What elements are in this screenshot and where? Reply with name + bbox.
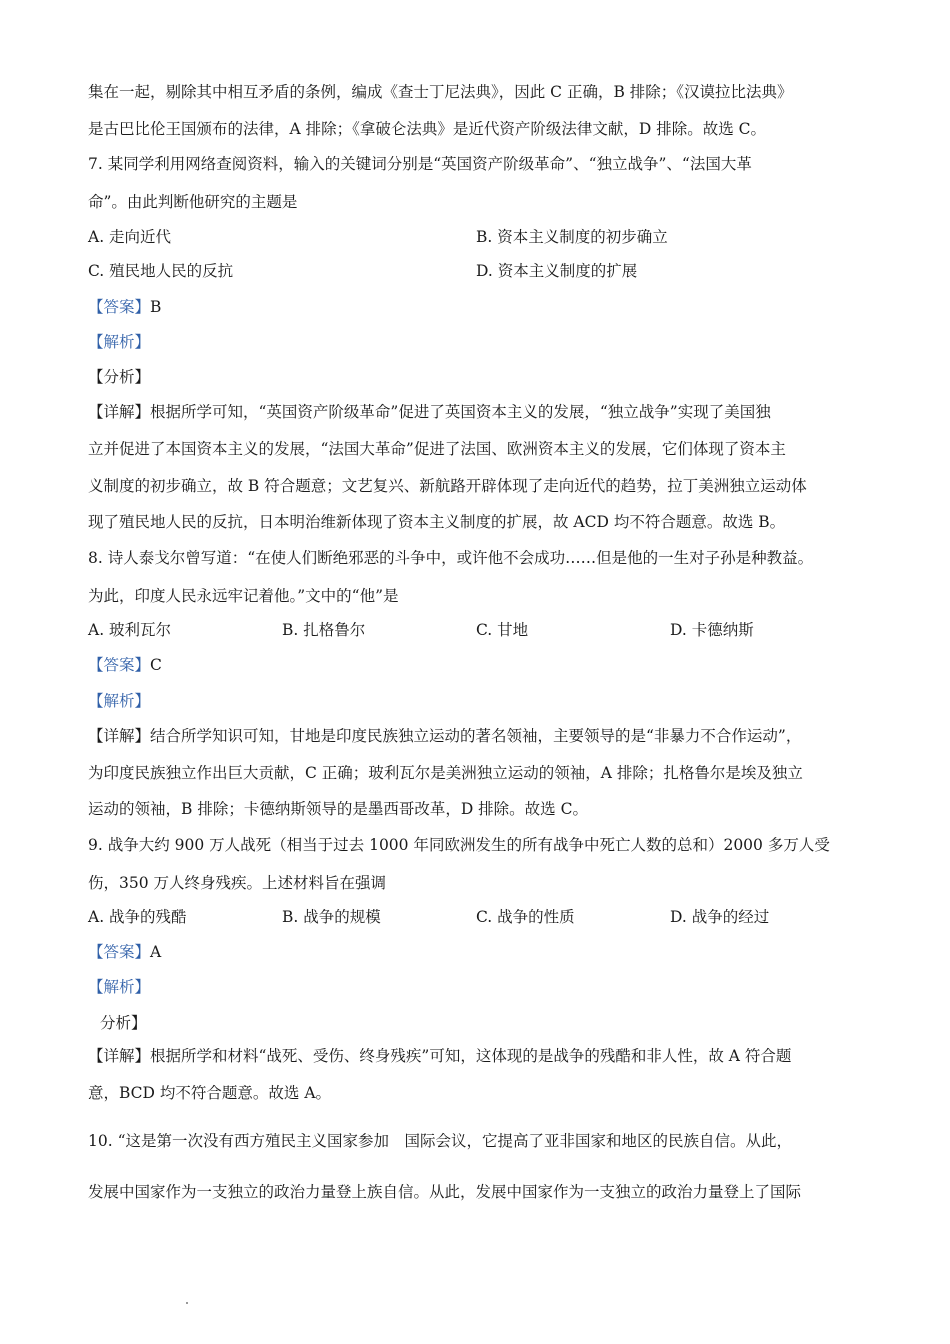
q9-option-d: D. 战争的经过 bbox=[670, 908, 770, 926]
q8-detail-line: 为印度民族独立作出巨大贡献，C 正确；玻利瓦尔是美洲独立运动的领袖，A 排除；扎格鲁尔是埃及独立 bbox=[88, 764, 803, 782]
q7-stem-line-1: 7. 某同学利用网络查阅资料，输入的关键词分别是“英国资产阶级革命”、“独立战争”、“法国大革 bbox=[88, 155, 752, 173]
q8-option-c: C. 甘地 bbox=[476, 621, 529, 639]
q7-answer bbox=[88, 297, 161, 317]
q9-detail-line: 意，BCD 均不符合题意。故选 A。 bbox=[88, 1084, 332, 1102]
q7-stem-line-2: 命”。由此判断他研究的主题是 bbox=[88, 193, 298, 211]
answer-value: A bbox=[150, 943, 162, 961]
q7-option-a: A. 走向近代 bbox=[88, 228, 172, 246]
q8-answer bbox=[88, 655, 162, 675]
q7-option-c: C. 殖民地人民的反抗 bbox=[88, 262, 234, 280]
q7-detail-line: 义制度的初步确立，故 B 符合题意；文艺复兴、新航路开辟体现了走向近代的趋势，拉丁美洲独立运动体 bbox=[88, 477, 807, 495]
q7-detail-line: 立并促进了本国资本主义的发展，“法国大革命”促进了法国、欧洲资本主义的发展，它们体现了资本主 bbox=[88, 440, 786, 458]
q7-detail-line: 现了殖民地人民的反抗，日本明治维新体现了资本主义制度的扩展，故 ACD 均不符合题意。故选 B。 bbox=[88, 513, 786, 531]
answer-value: C bbox=[150, 656, 162, 674]
q8-option-d: D. 卡德纳斯 bbox=[670, 621, 754, 639]
q10-stem-line-2: 发展中国家作为一支独立的政治力量登上族自信。从此，发展中国家作为一支独立的政治力量登上了国际 bbox=[88, 1183, 802, 1201]
q7-fenxi-tag: 【分析】 bbox=[88, 368, 151, 386]
text-line: 集在一起，剔除其中相互矛盾的条例，编成《查士丁尼法典》，因此 C 正确，B 排除；《汉谟拉比法典》 bbox=[88, 83, 793, 101]
page-mark bbox=[186, 1302, 188, 1304]
q9-stem-line-2: 伤，350 万人终身残疾。上述材料旨在强调 bbox=[88, 874, 387, 892]
answer-tag: 【答案】 bbox=[88, 298, 151, 316]
q8-option-b: B. 扎格鲁尔 bbox=[282, 621, 366, 639]
q8-analysis-tag: 【解析】 bbox=[88, 692, 151, 710]
q9-detail-line: 【详解】根据所学和材料“战死、受伤、终身残疾”可知，这体现的是战争的残酷和非人性，故 A 符合题 bbox=[88, 1047, 792, 1065]
answer-tag: 【答案】 bbox=[88, 943, 151, 961]
q8-option-a: A. 玻利瓦尔 bbox=[88, 621, 172, 639]
q9-analysis-tag: 【解析】 bbox=[88, 978, 151, 996]
q9-option-c: C. 战争的性质 bbox=[476, 908, 575, 926]
q9-option-b: B. 战争的规模 bbox=[282, 908, 381, 926]
q7-option-d: D. 资本主义制度的扩展 bbox=[476, 262, 638, 280]
q7-option-b: B. 资本主义制度的初步确立 bbox=[476, 228, 668, 246]
q8-detail-line: 运动的领袖，B 排除；卡德纳斯领导的是墨西哥改革，D 排除。故选 C。 bbox=[88, 800, 588, 818]
q10-stem-line-1: 10. “这是第一次没有西方殖民主义国家参加 国际会议，它提高了亚非国家和地区的民族自信。从此， bbox=[88, 1132, 793, 1150]
q7-analysis-tag: 【解析】 bbox=[88, 333, 151, 351]
q8-detail-line: 【详解】结合所学知识可知，甘地是印度民族独立运动的著名领袖，主要领导的是“非暴力不合作运动”， bbox=[88, 727, 802, 745]
q9-option-a: A. 战争的残酷 bbox=[88, 908, 187, 926]
q9-stem-line-1: 9. 战争大约 900 万人战死（相当于过去 1000 年同欧洲发生的所有战争中死亡人数的总和）2000 多万人受 bbox=[88, 836, 830, 854]
text-line: 是古巴比伦王国颁布的法律，A 排除；《拿破仑法典》是近代资产阶级法律文献，D 排除。故选 C。 bbox=[88, 120, 767, 138]
answer-tag: 【答案】 bbox=[88, 656, 151, 674]
q7-detail-line: 【详解】根据所学可知，“英国资产阶级革命”促进了英国资本主义的发展，“独立战争”实现了美国独 bbox=[88, 403, 771, 421]
q8-stem-line-1: 8. 诗人泰戈尔曾写道：“在使人们断绝邪恶的斗争中，或许他不会成功……但是他的一生对子孙是种教益。 bbox=[88, 549, 814, 567]
q9-answer bbox=[88, 942, 161, 962]
q9-fenxi-tag: 分析】 bbox=[100, 1014, 147, 1032]
answer-value: B bbox=[150, 298, 162, 316]
q8-stem-line-2: 为此，印度人民永远牢记着他。”文中的“他”是 bbox=[88, 587, 399, 605]
